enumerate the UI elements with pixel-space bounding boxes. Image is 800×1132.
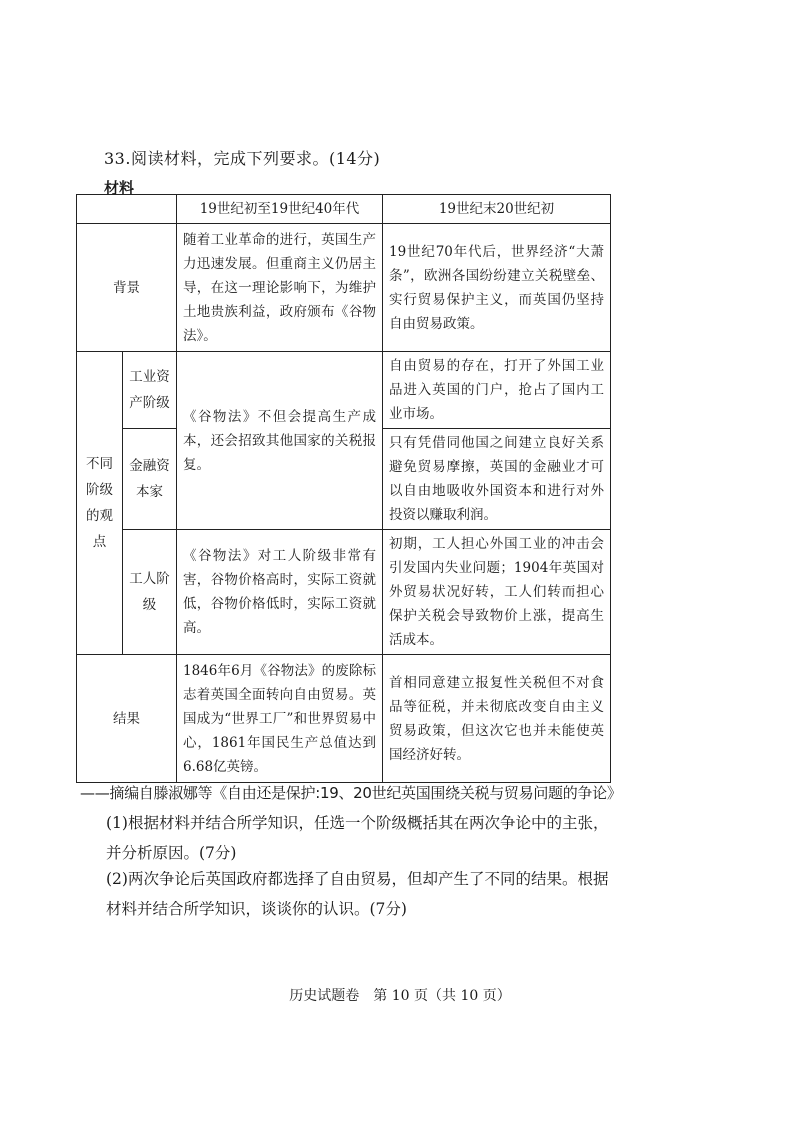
material-label: 材料 xyxy=(104,179,135,197)
industrial-row xyxy=(77,352,611,429)
material-table xyxy=(76,194,611,783)
shared-col1: 《谷物法》不但会提高生产成本，还会招致其他国家的关税报复。 xyxy=(177,352,383,530)
financial-label: 金融资本家 xyxy=(123,429,177,530)
background-col1: 随着工业革命的进行，英国生产力迅速发展。但重商主义仍居主导，在这一理论影响下，为维护土地贵族利益，政府颁布《谷物法》。 xyxy=(177,224,383,352)
sub-question-2 xyxy=(80,864,620,924)
table-header-row xyxy=(77,195,611,224)
financial-col2: 只有凭借同他国之间建立良好关系避免贸易摩擦，英国的金融业才可以自由地吸收外国资本和进行对外投资以赚取利润。 xyxy=(383,429,611,530)
header-empty-cell xyxy=(77,195,177,224)
result-label: 结果 xyxy=(77,655,177,783)
sub-question-1-text: (1)根据材料并结合所学知识，任选一个阶级概括其在两次争论中的主张，并分析原因。(7分) xyxy=(106,814,609,862)
industrial-col2: 自由贸易的存在，打开了外国工业品进入英国的门户，抢占了国内工业市场。 xyxy=(383,352,611,429)
result-col1: 1846年6月《谷物法》的废除标志着英国全面转向自由贸易。英国成为“世界工厂”和世界贸易中心，1861年国民生产总值达到6.68亿英镑。 xyxy=(177,655,383,783)
result-col2: 首相同意建立报复性关税但不对食品等征税，并未彻底改变自由主义贸易政策，但这次它也并未能使英国经济好转。 xyxy=(383,655,611,783)
industrial-label: 工业资产阶级 xyxy=(123,352,177,429)
question-title: 33.阅读材料，完成下列要求。(14分) xyxy=(104,149,381,168)
sub-question-1 xyxy=(80,808,620,868)
workers-row xyxy=(77,530,611,655)
background-label: 背景 xyxy=(77,224,177,352)
workers-col1: 《谷物法》对工人阶级非常有害，谷物价格高时，实际工资就低，谷物价格低时，实际工资就高。 xyxy=(177,530,383,655)
source-citation: ——摘编自滕淑娜等《自由还是保护:19、20世纪英国围绕关税与贸易问题的争论》 xyxy=(80,784,622,802)
workers-col2: 初期，工人担心外国工业的冲击会引发国内失业问题；1904年英国对外贸易状况好转，工人们转而担心保护关税会导致物价上涨，提高生活成本。 xyxy=(383,530,611,655)
col2-header: 19世纪末20世纪初 xyxy=(383,195,611,224)
sub-question-2-text: (2)两次争论后英国政府都选择了自由贸易，但却产生了不同的结果。根据材料并结合所学知识，谈谈你的认识。(7分) xyxy=(106,870,609,918)
views-label: 不同阶级的观点 xyxy=(77,352,123,655)
background-col2: 19世纪70年代后，世界经济“大萧条”，欧洲各国纷纷建立关税壁垒、实行贸易保护主义，而英国仍坚持自由贸易政策。 xyxy=(383,224,611,352)
col1-header: 19世纪初至19世纪40年代 xyxy=(177,195,383,224)
page-footer: 历史试题卷 第 10 页（共 10 页） xyxy=(289,988,511,1004)
workers-label: 工人阶级 xyxy=(123,530,177,655)
background-row xyxy=(77,224,611,352)
result-row xyxy=(77,655,611,783)
